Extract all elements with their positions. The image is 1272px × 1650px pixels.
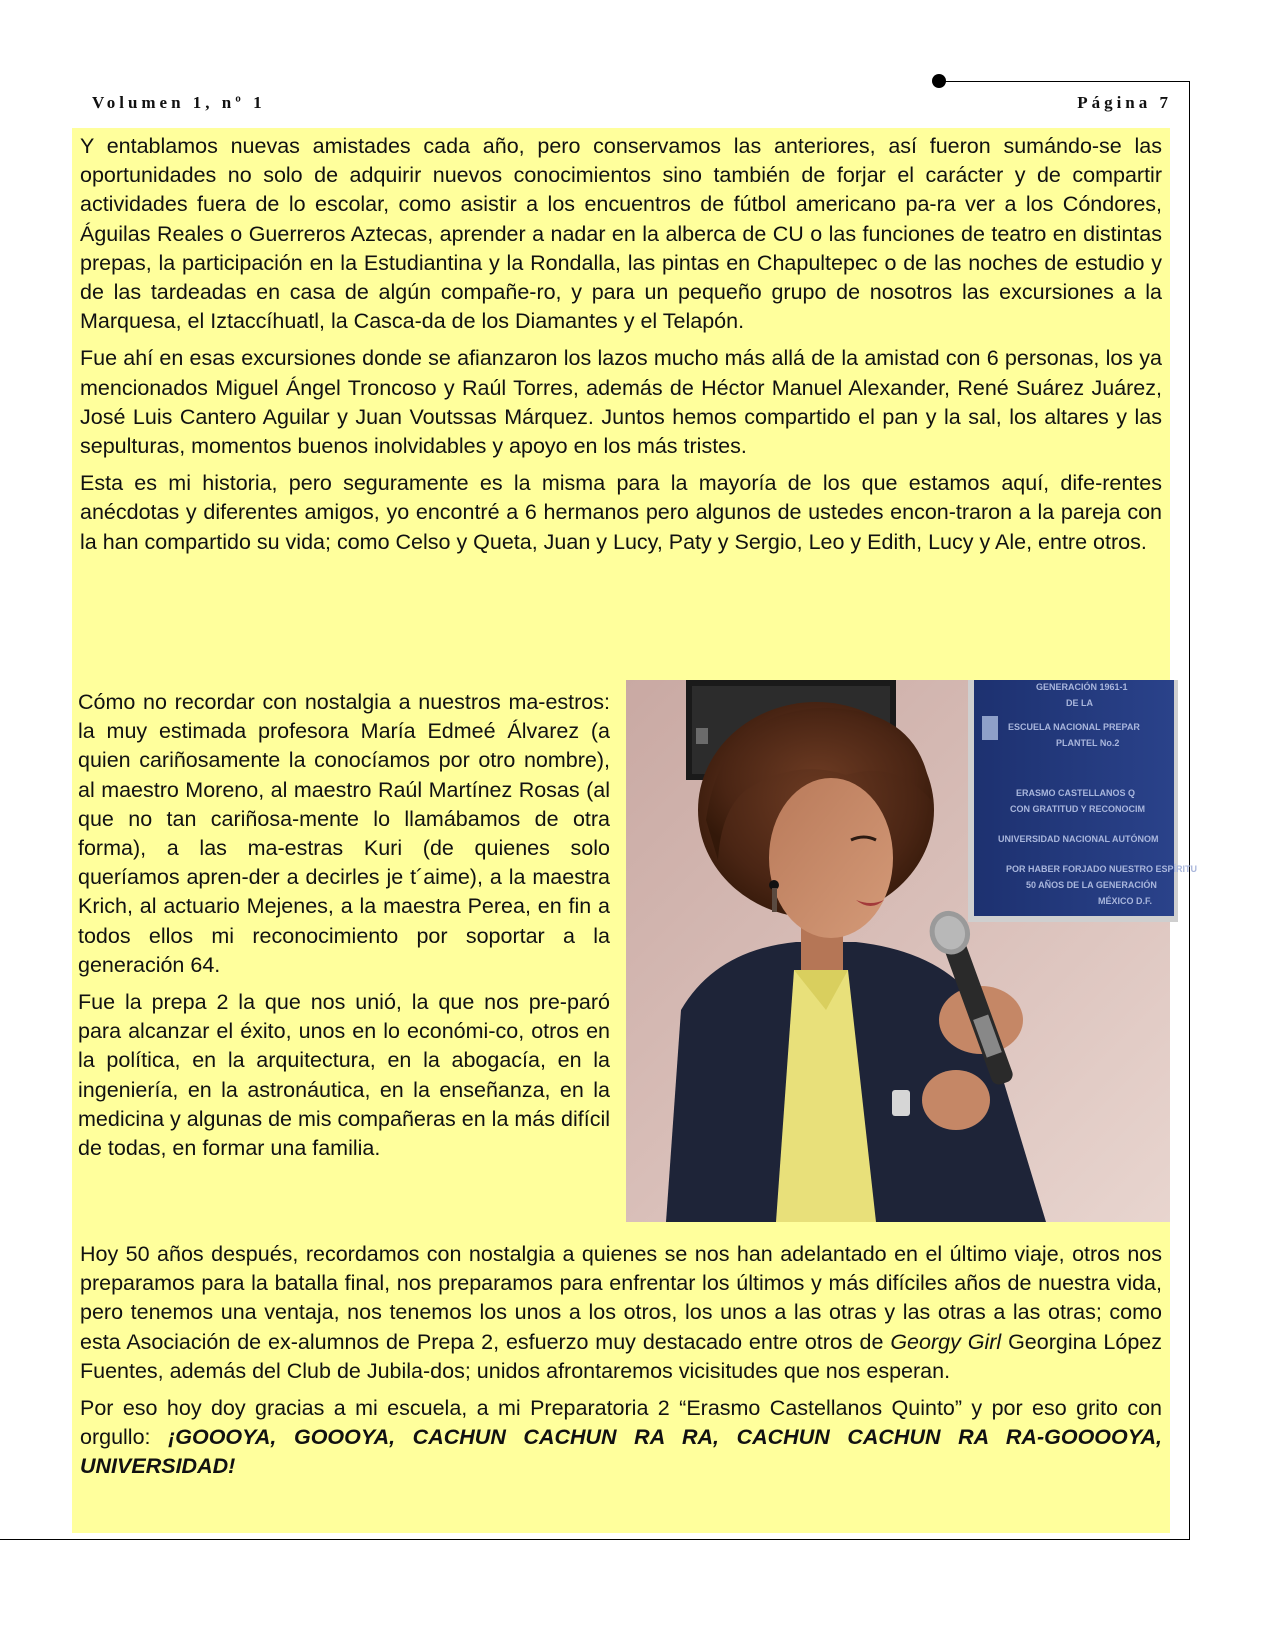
paragraph-fifty-years-text-b: Georgina López Fuentes, además del Club de Jubila-dos; unidos afrontaremos vicisitudes que nos esperan.	[80, 1329, 1162, 1383]
middle-text-column	[72, 676, 618, 1236]
plaque-line-6: CON GRATITUD Y RECONOCIM	[1010, 804, 1146, 814]
paragraph-closing-text: Por eso hoy doy gracias a mi escuela, a mi Preparatoria 2 “Erasmo Castellanos Quinto” y por eso grito con orgullo:	[80, 1396, 1162, 1450]
plaque-line-7: UNIVERSIDAD NACIONAL AUTÓNOM	[998, 834, 1159, 844]
right-border-rule	[1189, 81, 1190, 1539]
header-rule	[940, 81, 1190, 82]
paragraph-fifty-years-text-a: Hoy 50 años después, recordamos con nostalgia a quienes se nos han adelantado en el último viaje, otros nos preparamos para la batalla final, nos preparamos para enfrentar los últimos y más difíciles años de nuestra vida, pero tenemos una ventaja, nos tenemos los unos a los otros, los unos a las otras y las otras a las otras; como esta Asociación de ex-alumnos de Prepa 2, esfuerzo muy destacado entre otros de	[80, 1242, 1162, 1354]
paragraph-fifty-years	[80, 1240, 1162, 1386]
goya-chant: ¡GOOOYA, GOOOYA, CACHUN CACHUN RA RA, CACHUN CACHUN RA RA-GOOOOYA, UNIVERSIDAD!	[80, 1425, 1162, 1479]
paragraph-excursions: Fue ahí en esas excursiones donde se afianzaron los lazos mucho más allá de la amistad con 6 personas, los ya mencionados Miguel Ángel Troncoso y Raúl Torres, además de Héctor Manuel Alexander, René Suárez Juárez, José Luis Cantero Aguilar y Juan Voutssas Márquez. Juntos hemos compartido el pan y la sal, los altares y las sepulturas, momentos buenos inolvidables y apoyo en los más tristes.	[80, 346, 1162, 459]
plaque-line-5: ERASMO CASTELLANOS Q	[1016, 788, 1136, 798]
paragraph-closing	[80, 1394, 1162, 1482]
volume-header: Volumen 1, nº 1	[92, 93, 266, 112]
plaque-line-9: 50 AÑOS DE LA GENERACIÓN	[1026, 880, 1157, 890]
plaque-line-1: GENERACIÓN 1961-1	[1036, 682, 1128, 692]
plaque-line-8: POR HABER FORJADO NUESTRO ESPÍRITU	[1006, 864, 1198, 874]
paragraph-prepa2: Fue la prepa 2 la que nos unió, la que nos pre-paró para alcanzar el éxito, unos en lo económi-co, otros en la política, en la arquitectura, en la abogacía, en la ingeniería, en la astronáutica, en la enseñanza, en la medicina y algunas de mis compañeras en la más difícil de todas, en formar una familia.	[78, 990, 610, 1161]
bottom-border-rule	[0, 1539, 1190, 1540]
plaque-line-10: MÉXICO D.F.	[1098, 896, 1153, 906]
plaque-line-3: ESCUELA NACIONAL PREPAR	[1008, 722, 1140, 732]
paragraph-teachers: Cómo no recordar con nostalgia a nuestros ma-estros: la muy estimada profesora María Edmeé Álvarez (a quien cariñosamente la conocíamos por otro nombre), al maestro Moreno, al maestro Raúl Martínez Rosas (al que no tan cariñosa-mente lo llamábamos de otra forma), a las ma-estras Kuri (de quienes solo queríamos apren-der a decirles je t´aime), a la maestra Krich, al actuario Mejenes, a la maestra Perea, en fin a todos ellos mi reconocimiento por soportar a la generación 64.	[78, 690, 610, 977]
top-text-block	[72, 128, 1170, 676]
speaker-photo	[626, 680, 1198, 1222]
paragraph-history: Esta es mi historia, pero seguramente es la misma para la mayoría de los que estamos aquí, dife-rentes anécdotas y diferentes amigos, yo encontré a 6 hermanos pero algunos de ustedes encon-traron a la pareja con la han compartido su vida; como Celso y Queta, Juan y Lucy, Paty y Sergio, Leo y Edith, Lucy y Ale, entre otros.	[80, 471, 1162, 554]
plaque-line-2: DE LA	[1066, 698, 1093, 708]
plaque-line-4: PLANTEL No.2	[1056, 738, 1120, 748]
georgy-girl-emphasis: Georgy Girl	[890, 1329, 1002, 1354]
photo-frame	[618, 676, 1198, 1236]
paragraph-friendships: Y entablamos nuevas amistades cada año, pero conservamos las anteriores, así fueron sumándo-se las oportunidades no solo de adquirir nuevos conocimientos sino también de forjar el carácter y de compartir actividades fuera de lo escolar, como asistir a los encuentros de fútbol americano pa-ra ver a los Cóndores, Águilas Reales o Guerreros Aztecas, aprender a nadar en la alberca de CU o las funciones de teatro en distintas prepas, la participación en la Estudiantina y la Rondalla, las pintas en Chapultepec o de las noches de estudio y de las tardeadas en casa de algún compañe-ro, y para un pequeño grupo de nosotros las excursiones a la Marquesa, el Iztaccíhuatl, la Casca-da de los Diamantes y el Telapón.	[80, 134, 1162, 334]
page-number-header: Página 7	[1077, 93, 1172, 112]
bottom-text-block	[72, 1236, 1170, 1533]
